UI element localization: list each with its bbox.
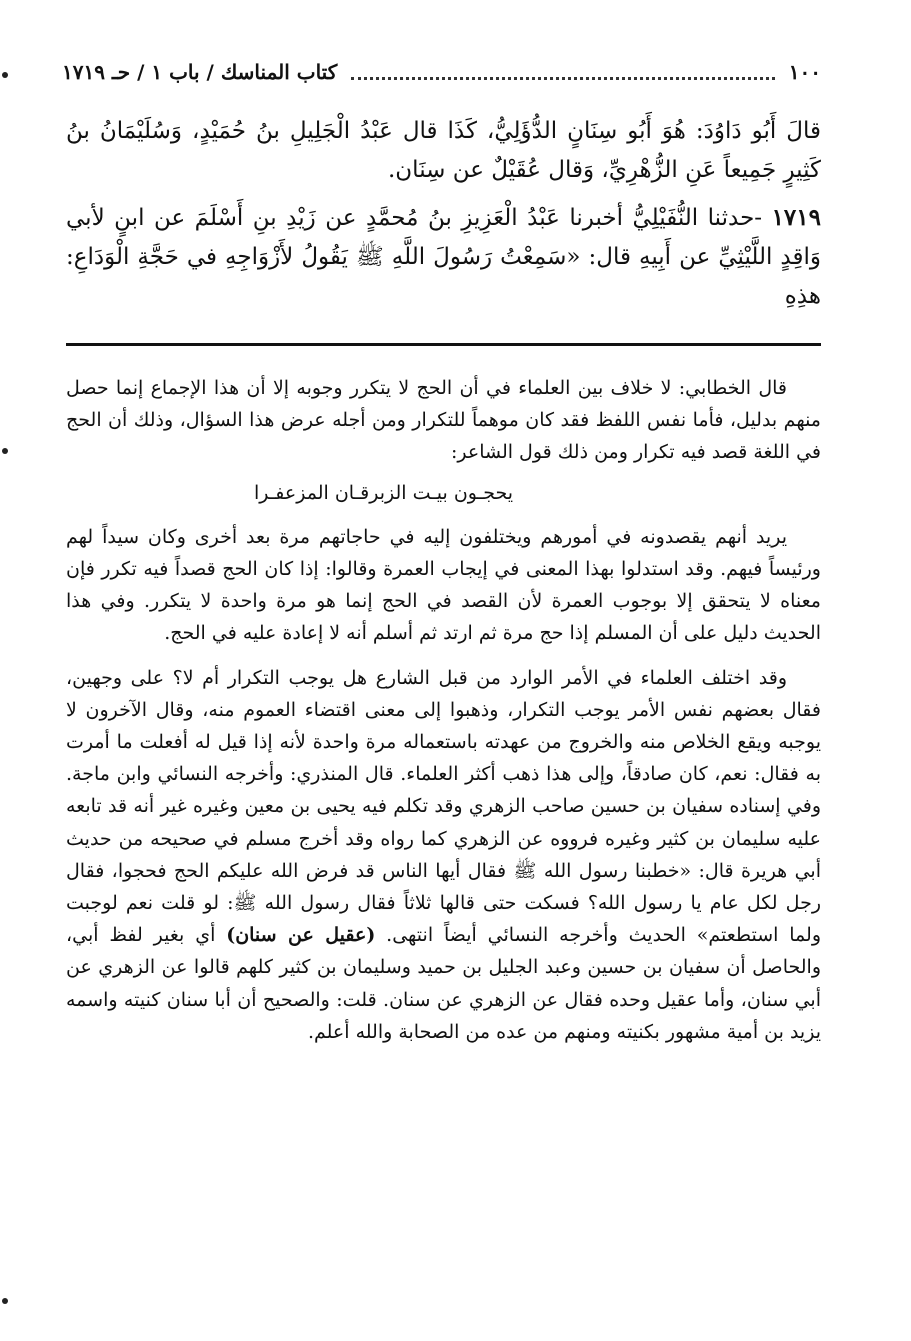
commentary-paragraph-1: قال الخطابي: لا خلاف بين العلماء في أن الحج لا يتكرر وجوبه إلا أن هذا الإجماع إنما حصل منهم بدليل، فأما نفس اللفظ فقد كان موهماً للتكرار ومن أجله عرض هذا السؤال، وذلك أن الحج في اللغة قصد فيه تكرار ومن ذلك قول الشاعر: — [66, 377, 821, 464]
hadith-number: ١٧١٩ — [771, 204, 821, 231]
hadith-text: -حدثنا النُّفَيْلِيُّ أخبرنا عَبْدُ الْعَزِيزِ بنُ مُحمَّدٍ عن زَيْدِ بنِ أَسْلَمَ عن ابنٍ لأبي وَاقِدٍ اللَّيْثِيِّ عن أَبِيهِ قال: «سَمِعْتُ رَسُولَ اللَّهِ ﷺ يَقُولُ لأَزْوَاجِهِ في حَجَّةِ الْوَدَاعِ: هذِهِ — [66, 205, 821, 309]
footnote-divider — [66, 343, 821, 346]
poetry-verse: يحجـون بيـت الزبرقـان المزعفـرا — [253, 481, 514, 504]
main-text-block — [66, 112, 821, 324]
scan-edge-mark — [2, 72, 8, 78]
page-number: ١٠٠ — [788, 60, 821, 84]
header-dotted-leader — [351, 77, 775, 80]
scan-edge-mark — [2, 1298, 8, 1304]
main-paragraph-abu-dawud: قالَ أَبُو دَاوُدَ: هُوَ أَبُو سِنَانٍ الدُّؤَلِيُّ، كَذَا قال عَبْدُ الْجَلِيلِ بنُ حُمَيْدٍ، وَسُلَيْمَانُ بنُ كَثِيرٍ جَمِيعاً عَنِ الزُّهْرِيِّ، وَقال عُقَيْلٌ عن سِنَان. — [66, 118, 821, 183]
commentary-paragraph-3 — [66, 662, 821, 1048]
running-header — [62, 54, 821, 90]
header-title: كتاب المناسك / باب ١ / حـ ١٧١٩ — [62, 60, 338, 84]
commentary-block — [66, 372, 821, 1060]
scan-edge-mark — [2, 448, 8, 454]
commentary-paragraph-3-part-2: أي بغير لفظ أبي، والحاصل أن سفيان بن حسين وعبد الجليل بن حميد وسليمان بن كثير كلهم قالوا عن الزهري عن أبي سنان، وأما عقيل وحده فقال عن الزهري عن سنان. قلت: والصحيح أن أبا سنان كنيته واسمه يزيد بن أمية مشهور بكنيته ومنهم من عده من الصحابة والله أعلم. — [66, 924, 821, 1043]
commentary-paragraph-3-part-1: وقد اختلف العلماء في الأمر الوارد من قبل الشارع هل يوجب التكرار أم لا؟ على وجهين، فقال بعضهم نفس الأمر يوجب التكرار، وذهبوا إلى معنى اقتضاء العموم منه، وقال الآخرون لا يوجبه ويقع الخلاص منه والخروج من عهدته باستعماله مرة واحدة لأنه إذا قيل له أفعلت ما أمرت به فقال: نعم، كان صادقاً، وإلى هذا ذهب أكثر العلماء. قال المنذري: وأخرجه النسائي وابن ماجة. وفي إسناده سفيان بن حسين صاحب الزهري وقد تكلم فيه يحيى بن معين وغيره غير أنه قد تابعه عليه سليمان بن كثير وغيره فرووه عن الزهري كما رواه وقد أخرج مسلم في صحيحه من حديث أبي هريرة قال: «خطبنا رسول الله ﷺ فقال أيها الناس قد فرض الله عليكم الحج فحجوا، فقال رجل لكل عام يا رسول الله؟ فسكت حتى قالها ثلاثاً فقال رسول الله ﷺ: لو قلت نعم لوجبت ولما استطعتم» الحديث وأخرجه النسائي أيضاً انتهى. — [66, 666, 821, 947]
main-paragraph-hadith — [66, 198, 821, 316]
commentary-paragraph-2: يريد أنهم يقصدونه في أمورهم ويختلفون إليه في حاجاتهم مرة بعد أخرى وكان سيداً لهم ورئيساً فيهم. وقد استدلوا بهذا المعنى في إيجاب العمرة وقالوا: إذا كان الحج قصداً فيه تكرر فإن معناه لا يتحقق إلا بوجوب العمرة لأن القصد في الحج إنما هو مرة واحدة لا يتكرر. وفي هذا الحديث دليل على أن المسلم إذا حج مرة ثم ارتد ثم أسلم أنه لا إعادة عليه في الحج. — [66, 525, 821, 645]
commentary-bold-phrase: (عقيل عن سنان) — [226, 924, 376, 947]
